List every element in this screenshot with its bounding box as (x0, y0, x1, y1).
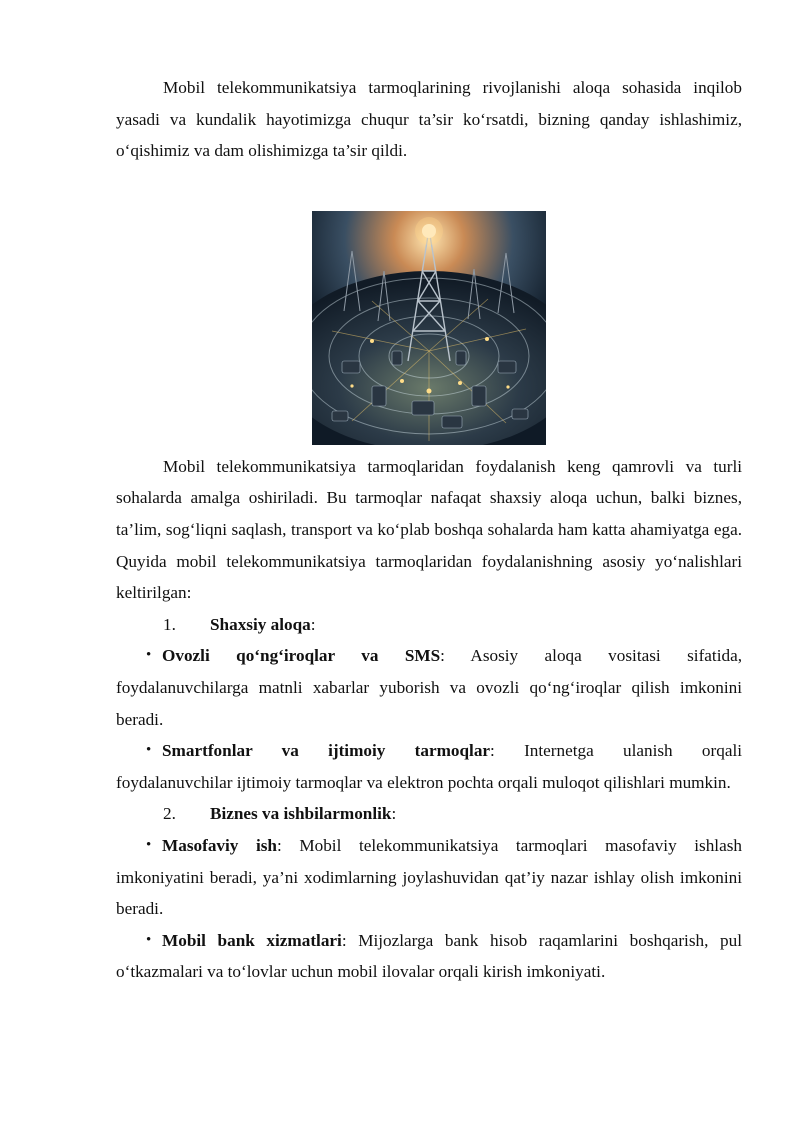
list-item-text: o‘tkazmalari va to‘lovlar uchun mobil ilovalar orqali kirish imkoniyati. (116, 962, 606, 982)
list-item: • Smartfonlar va ijtimoiy tarmoqlar: Internetga ulanish orqali foydalanuvchilar ijtimoiy tarmoqlar va elektron pochta orqali muloqot qilishlari mumkin. (116, 735, 742, 798)
list-item: • Ovozli qo‘ng‘iroqlar va SMS: Asosiy aloqa vositasi sifatida, foydalanuvchilarga matnli xabarlar yuborish va ovozli qo‘ng‘iroqlar qilish imkonini beradi. (116, 640, 742, 735)
bullet-icon: • (146, 742, 152, 759)
list-item: • Masofaviy ish: Mobil telekommunikatsiya tarmoqlari masofaviy ishlash imkoniyatini beradi, ya’ni xodimlarning joylashuvidan qat’iy nazar ishlay olish imkonini beradi. (116, 830, 742, 925)
section-number: 1. (163, 614, 176, 634)
intro-paragraph: Mobil telekommunikatsiya tarmoqlarining rivojlanishi aloqa sohasida inqilob yasadi va kundalik hayotimizga chuqur ta’sir ko‘rsatdi, bizning qanday ishlashimiz, o‘qishimiz va dam olishimizga ta’sir qildi. (116, 78, 742, 161)
section-title: Biznes va ishbilarmonlik (210, 804, 392, 824)
telecom-tower-illustration (312, 211, 546, 445)
bullet-icon: • (146, 931, 152, 948)
section-heading-2: 2. Biznes va ishbilarmonlik: (116, 798, 742, 830)
list-item-title: Mobil bank xizmatlari (162, 930, 342, 950)
list-item-text: imkoniyatini beradi, ya’ni xodimlarning joylashuvidan qat’iy nazar ishlay olish imkonini beradi. (116, 867, 742, 919)
list-item-text: foydalanuvchilarga matnli xabarlar yuborish va ovozli qo‘ng‘iroqlar qilish imkonini beradi. (116, 677, 742, 729)
bullet-icon: • (146, 836, 152, 853)
telecom-tower-icon (312, 211, 546, 445)
list-item: • Mobil bank xizmatlari: Mijozlarga bank hisob raqamlarini boshqarish, pul o‘tkazmalari va to‘lovlar uchun mobil ilovalar orqali kirish imkoniyati. (116, 925, 742, 988)
section-heading-1: 1. Shaxsiy aloqa: (116, 609, 742, 641)
bullet-icon: • (146, 647, 152, 664)
body-paragraph: Mobil telekommunikatsiya tarmoqlaridan foydalanish keng qamrovli va turli sohalarda amalga oshiriladi. Bu tarmoqlar nafaqat shaxsiy aloqa uchun, balki biznes, ta’lim, sog‘liqni saqlash, transport va ko‘plab boshqa sohalarda ham katta ahamiyatga ega. Quyida mobil telekommunikatsiya tarmoqlaridan foydalanishning asosiy yo‘nalishlari keltirilgan: (116, 456, 742, 603)
list-item-title: Smartfonlar va ijtimoiy tarmoqlar (162, 741, 491, 761)
list-item-title: Masofaviy ish (162, 835, 277, 855)
section-number: 2. (163, 804, 176, 824)
list-item-text: foydalanuvchilar ijtimoiy tarmoqlar va elektron pochta orqali muloqot qilishlari mumkin. (116, 772, 731, 792)
section-title: Shaxsiy aloqa (210, 614, 311, 634)
list-item-title: Ovozli qo‘ng‘iroqlar va SMS (162, 646, 441, 666)
document-page (116, 72, 742, 988)
